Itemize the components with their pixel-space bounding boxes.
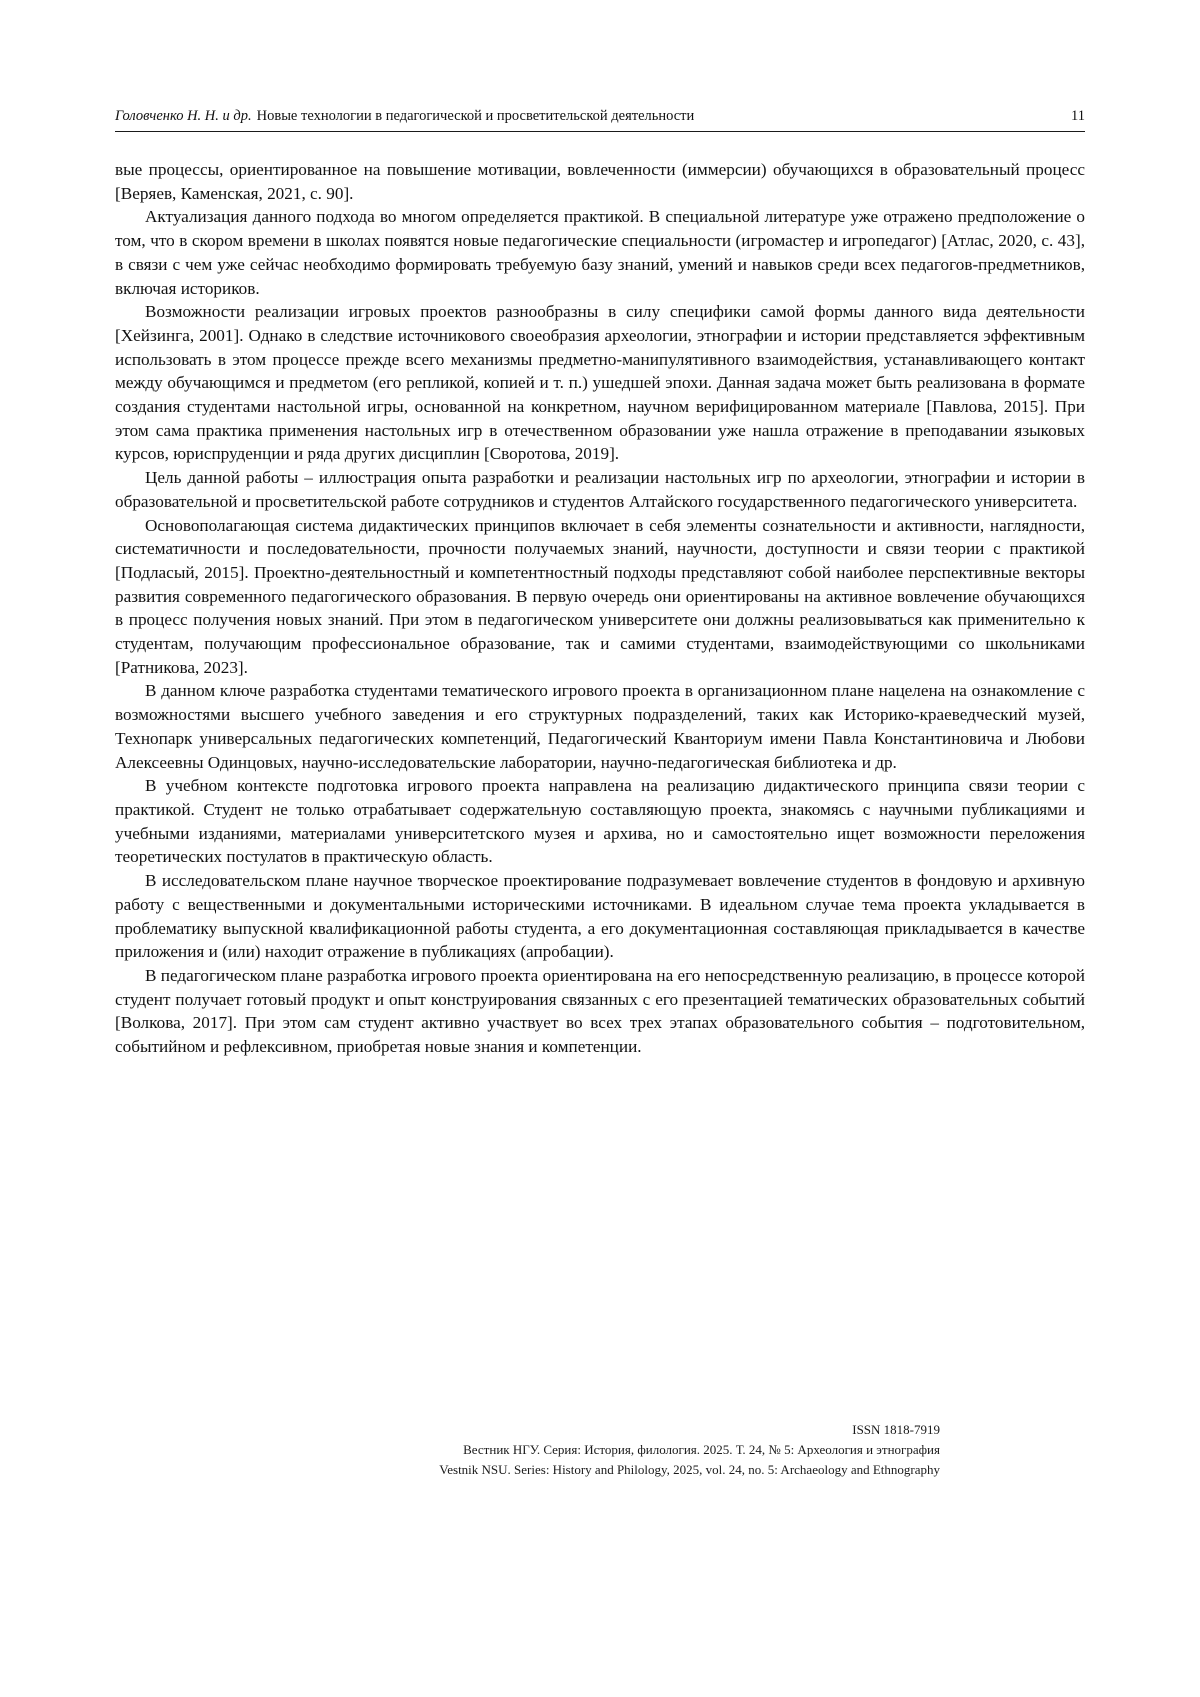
header-authors: Головченко Н. Н. и др. bbox=[115, 108, 252, 124]
paragraph: Цель данной работы – иллюстрация опыта разработки и реализации настольных игр по археологии, этнографии и истории в образовательной и просветительской работе сотрудников и студентов Алтайского государственного педагогического университета. bbox=[115, 468, 1085, 511]
footer-issn: ISSN 1818-7919 bbox=[852, 1422, 940, 1437]
page-number: 11 bbox=[1071, 108, 1085, 124]
paragraph: В учебном контексте подготовка игрового проекта направлена на реализацию дидактического принципа связи теории с практикой. Студент не только отрабатывает содержательную составляющую проекта, знакомясь с научными публикациями и учебными изданиями, материалами университетского музея и архива, но и самостоятельно ищет возможности переложения теоретических постулатов в практическую область. bbox=[115, 776, 1085, 867]
article-body bbox=[115, 158, 1085, 1059]
footer-journal-ru: Вестник НГУ. Серия: История, филология. 2025. Т. 24, № 5: Археология и этнография bbox=[463, 1442, 940, 1457]
paragraph: В педагогическом плане разработка игрового проекта ориентирована на его непосредственную реализацию, в процессе которой студент получает готовый продукт и опыт конструирования связанных с его презентацией тематических образовательных событий [Волкова, 2017]. При этом сам студент активно участвует во всех трех этапах образовательного события – подготовительном, событийном и рефлексивном, приобретая новые знания и компетенции. bbox=[115, 965, 1085, 1057]
paragraph: Возможности реализации игровых проектов разнообразны в силу специфики самой формы данного вида деятельности [Хейзинга, 2001]. Однако в следствие источникового своеобразия археологии, этнографии и истории представляется эффективным использовать в этом процессе прежде всего механизмы предметно-манипулятивного взаимодействия, устанавливающего контакт между обучающимся и предметом (его репликой, копией и т. п.) ушедшей эпохи. Данная задача может быть реализована в формате создания студентами настольной игры, основанной на конкретном, научном верифицированном материале [Павлова, 2015]. При этом сама практика применения настольных игр в отечественном образовании уже нашла отражение в преподавании языковых курсов, юриспруденции и ряда других дисциплин [Своротова, 2019]. bbox=[115, 302, 1085, 464]
footer-journal-en: Vestnik NSU. Series: History and Philology, 2025, vol. 24, no. 5: Archaeology and Ethnography bbox=[439, 1462, 940, 1477]
paragraph: В исследовательском плане научное творческое проектирование подразумевает вовлечение студентов в фондовую и архивную работу с вещественными и документальными историческими источниками. В идеальном случае тема проекта укладывается в проблематику выпускной квалификационной работы студента, а его документационная составляющая прикладывается в качестве приложения и (или) находит отражение в публикациях (апробации). bbox=[115, 871, 1085, 962]
header-article-title: Новые технологии в педагогической и просветительской деятельности bbox=[256, 108, 695, 124]
paragraph: вые процессы, ориентированное на повышение мотивации, вовлеченности (иммерсии) обучающихся в образовательный процесс [Веряев, Каменская, 2021, с. 90]. bbox=[115, 160, 1085, 203]
running-header bbox=[115, 106, 1085, 132]
paragraph: В данном ключе разработка студентами тематического игрового проекта в организационном плане нацелена на ознакомление с возможностями высшего учебного заведения и его структурных подразделений, таких как Историко-краеведческий музей, Технопарк универсальных педагогических компетенций, Педагогический Кванториум имени Павла Константиновича и Любови Алексеевны Одинцовых, научно-исследовательские лаборатории, научно-педагогическая библиотека и др. bbox=[115, 681, 1085, 772]
paragraph: Актуализация данного подхода во многом определяется практикой. В специальной литературе уже отражено предположение о том, что в скором времени в школах появятся новые педагогические специальности (игромастер и игропедагог) [Атлас, 2020, с. 43], в связи с чем уже сейчас необходимо формировать требуемую базу знаний, умений и навыков среди всех педагогов-предметников, включая историков. bbox=[115, 207, 1085, 298]
paragraph: Основополагающая система дидактических принципов включает в себя элементы сознательности и активности, наглядности, систематичности и последовательности, прочности получаемых знаний, научности, доступности и связи теории с практикой [Подласый, 2015]. Проектно-деятельностный и компетентностный подходы представляют собой наиболее перспективные векторы развития современного педагогического образования. В первую очередь они ориентированы на активное вовлечение обучающихся в процесс получения новых знаний. При этом в педагогическом университете они должны реализовываться как применительно к студентам, получающим профессиональное образование, так и самими студентами, взаимодействующими со школьниками [Ратникова, 2023]. bbox=[115, 515, 1085, 677]
page-footer bbox=[115, 1420, 1085, 1480]
